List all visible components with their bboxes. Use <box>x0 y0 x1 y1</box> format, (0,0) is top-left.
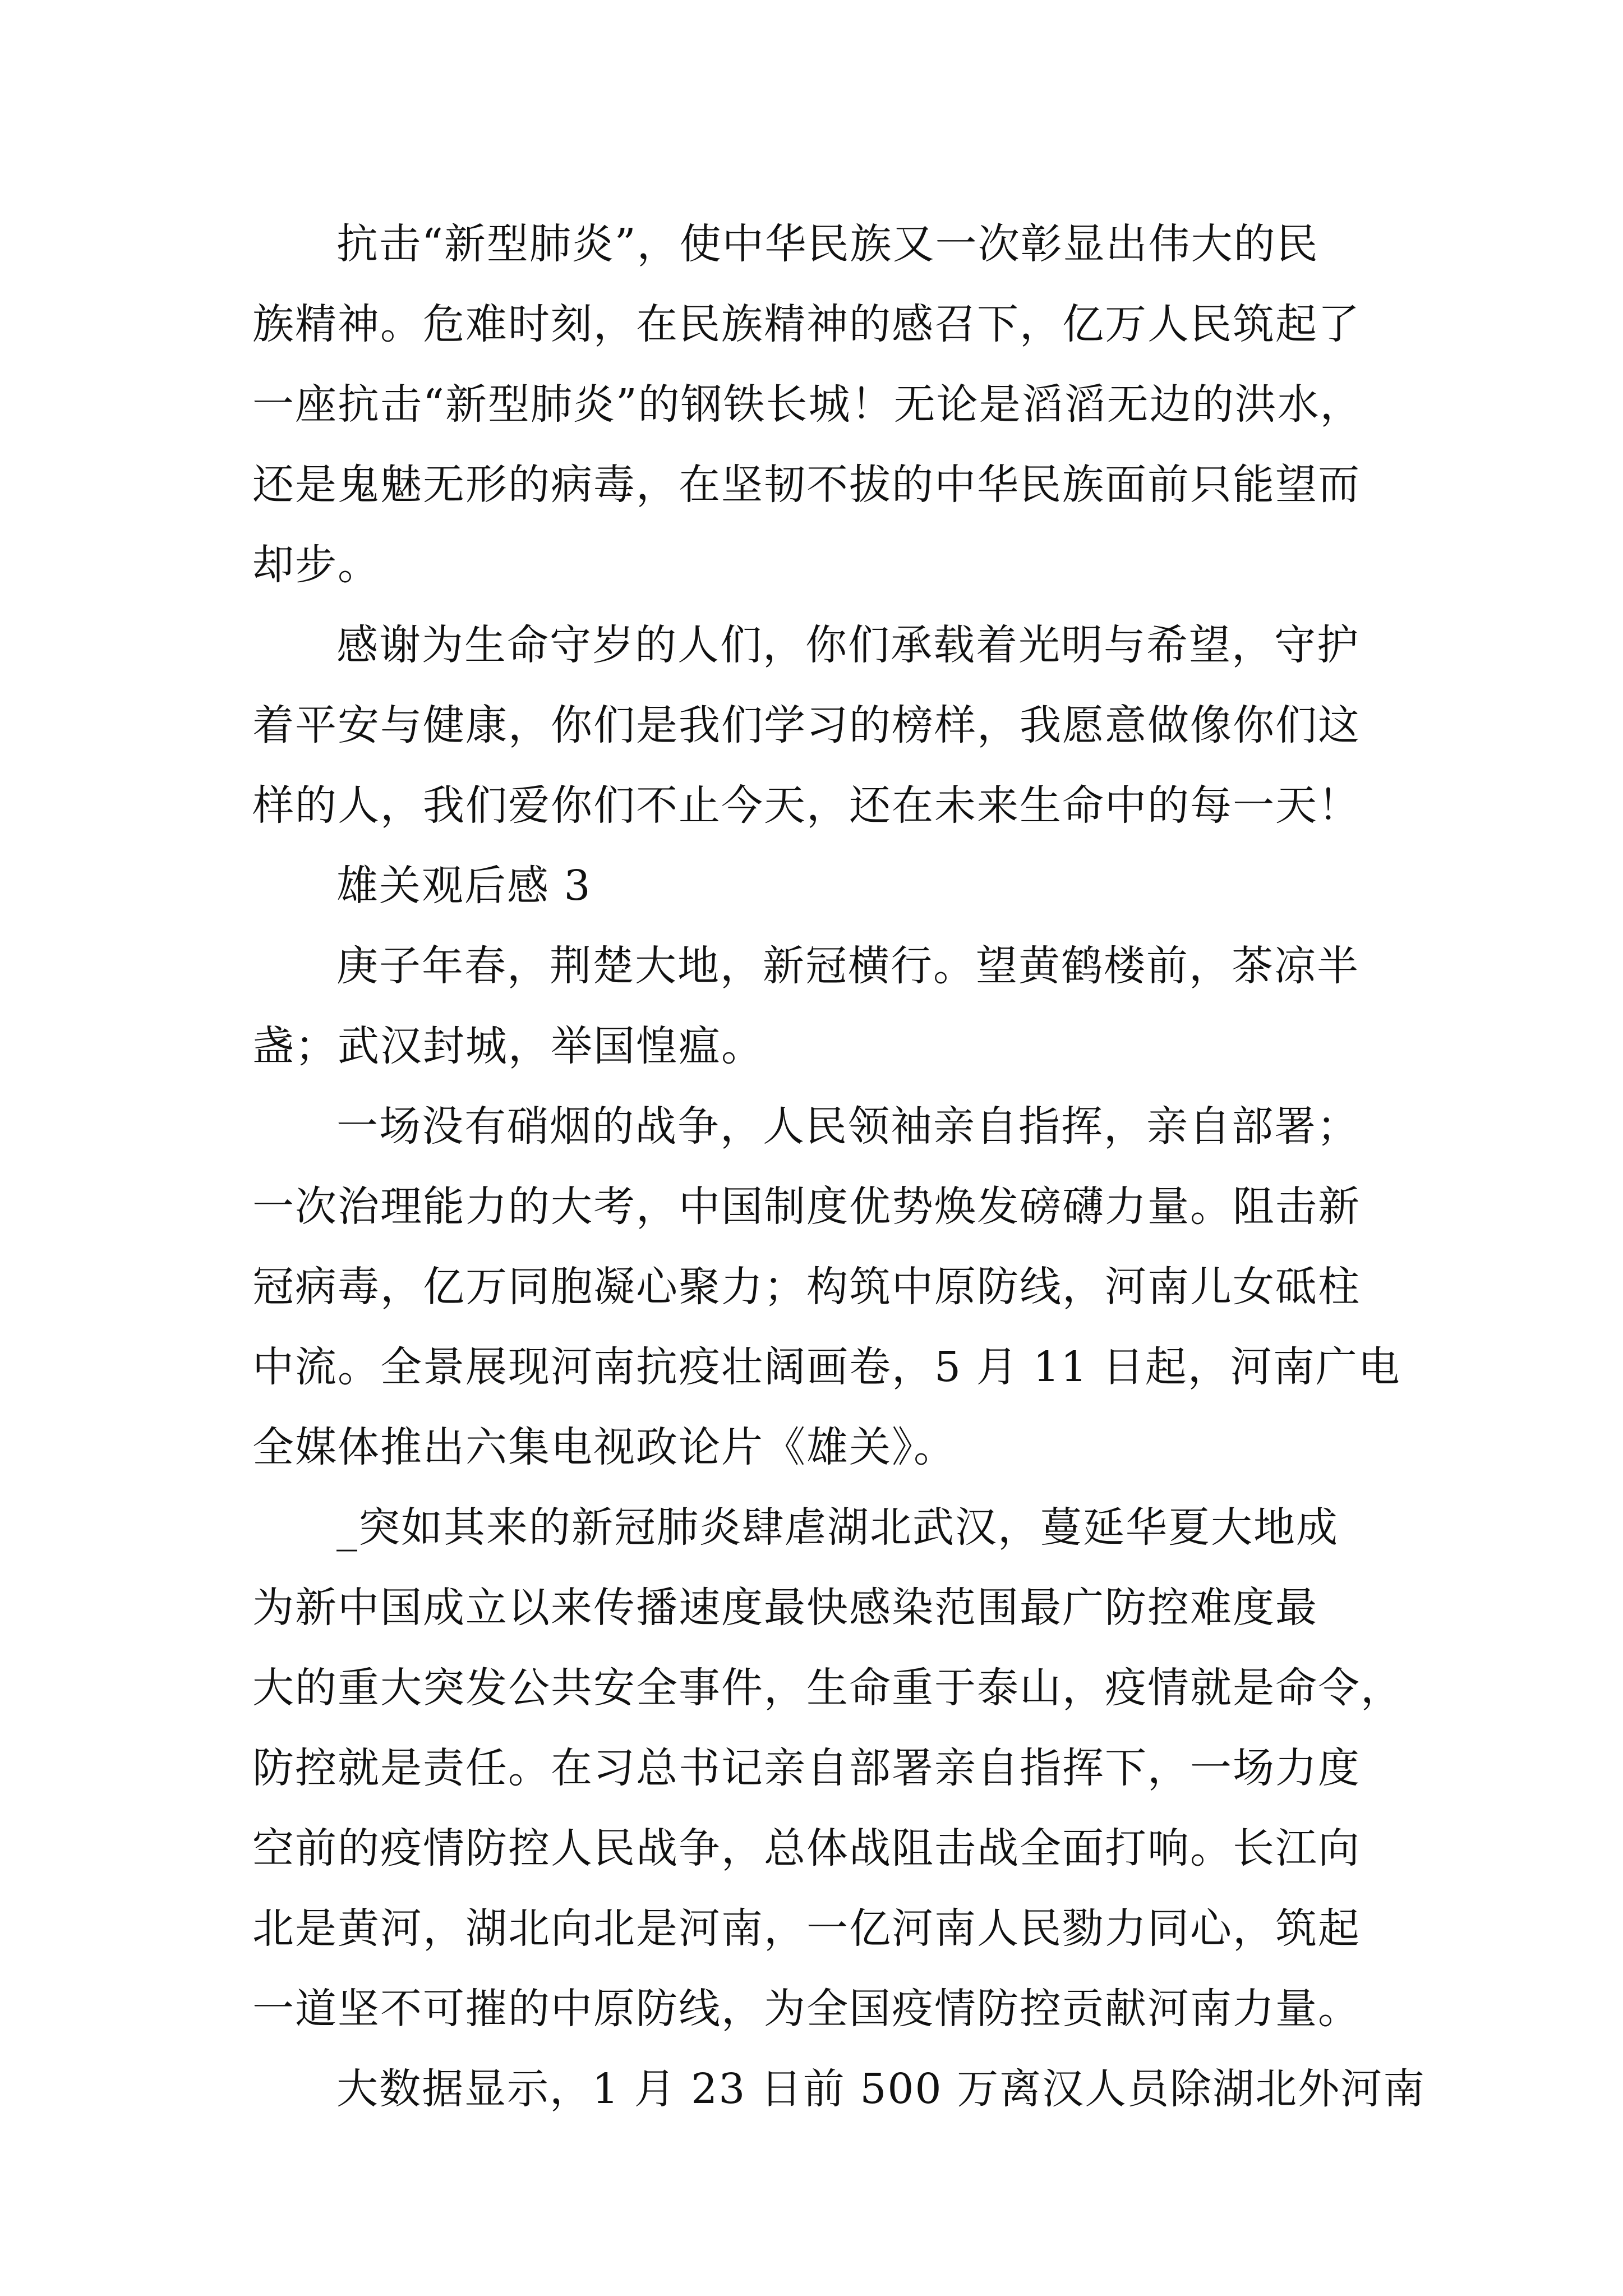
paragraph-line: 空前的疫情防控人民战争，总体战阻击战全面打响。长江向 <box>252 1824 1361 1872</box>
paragraph-line: _突如其来的新冠肺炎肆虐湖北武汉，蔓延华夏大地成 <box>336 1503 1339 1552</box>
paragraph-line: 一座抗击“新型肺炎”的钢铁长城！无论是滔滔无边的洪水， <box>252 380 1363 429</box>
paragraph-line: 一场没有硝烟的战争，人民领袖亲自指挥，亲自部署； <box>336 1102 1359 1151</box>
paragraph-line: 却步。 <box>252 541 380 589</box>
paragraph-line: 一道坚不可摧的中原防线，为全国疫情防控贡献河南力量。 <box>252 1985 1361 2033</box>
paragraph-line: 防控就是责任。在习总书记亲自部署亲自指挥下，一场力度 <box>252 1744 1361 1792</box>
paragraph-line: 着平安与健康，你们是我们学习的榜样，我愿意做像你们这 <box>252 701 1361 749</box>
paragraph-line: 庚子年春，荆楚大地，新冠横行。望黄鹤楼前，茶凉半 <box>336 942 1359 990</box>
paragraph-line: 大的重大突发公共安全事件，生命重于泰山，疫情就是命令， <box>252 1664 1403 1712</box>
paragraph-line: 一次治理能力的大考，中国制度优势焕发磅礴力量。阻击新 <box>252 1182 1361 1231</box>
paragraph-line: 族精神。危难时刻，在民族精神的感召下，亿万人民筑起了 <box>252 300 1361 348</box>
paragraph-line: 中流。全景展现河南抗疫壮阔画卷，5 月 11 日起，河南广电 <box>252 1343 1401 1391</box>
paragraph-line: 北是黄河，湖北向北是河南，一亿河南人民勠力同心，筑起 <box>252 1904 1361 1953</box>
paragraph-line: 大数据显示，1 月 23 日前 500 万离汉人员除湖北外河南 <box>336 2065 1426 2113</box>
paragraph-line: 感谢为生命守岁的人们，你们承载着光明与希望，守护 <box>336 621 1359 669</box>
paragraph-line: 还是鬼魅无形的病毒，在坚韧不拔的中华民族面前只能望而 <box>252 461 1361 509</box>
paragraph-line: 冠病毒，亿万同胞凝心聚力；构筑中原防线，河南儿女砥柱 <box>252 1263 1361 1311</box>
paragraph-line: 盏；武汉封城，举国惶瘟。 <box>252 1022 764 1070</box>
paragraph-line: 为新中国成立以来传播速度最快感染范围最广防控难度最 <box>252 1584 1318 1632</box>
section-heading: 雄关观后感 3 <box>336 862 592 910</box>
paragraph-line: 抗击“新型肺炎”，使中华民族又一次彰显出伟大的民 <box>336 220 1319 268</box>
paragraph-line: 样的人，我们爱你们不止今天，还在未来生命中的每一天！ <box>252 781 1361 830</box>
paragraph-line: 全媒体推出六集电视政论片《雄关》。 <box>252 1423 956 1471</box>
